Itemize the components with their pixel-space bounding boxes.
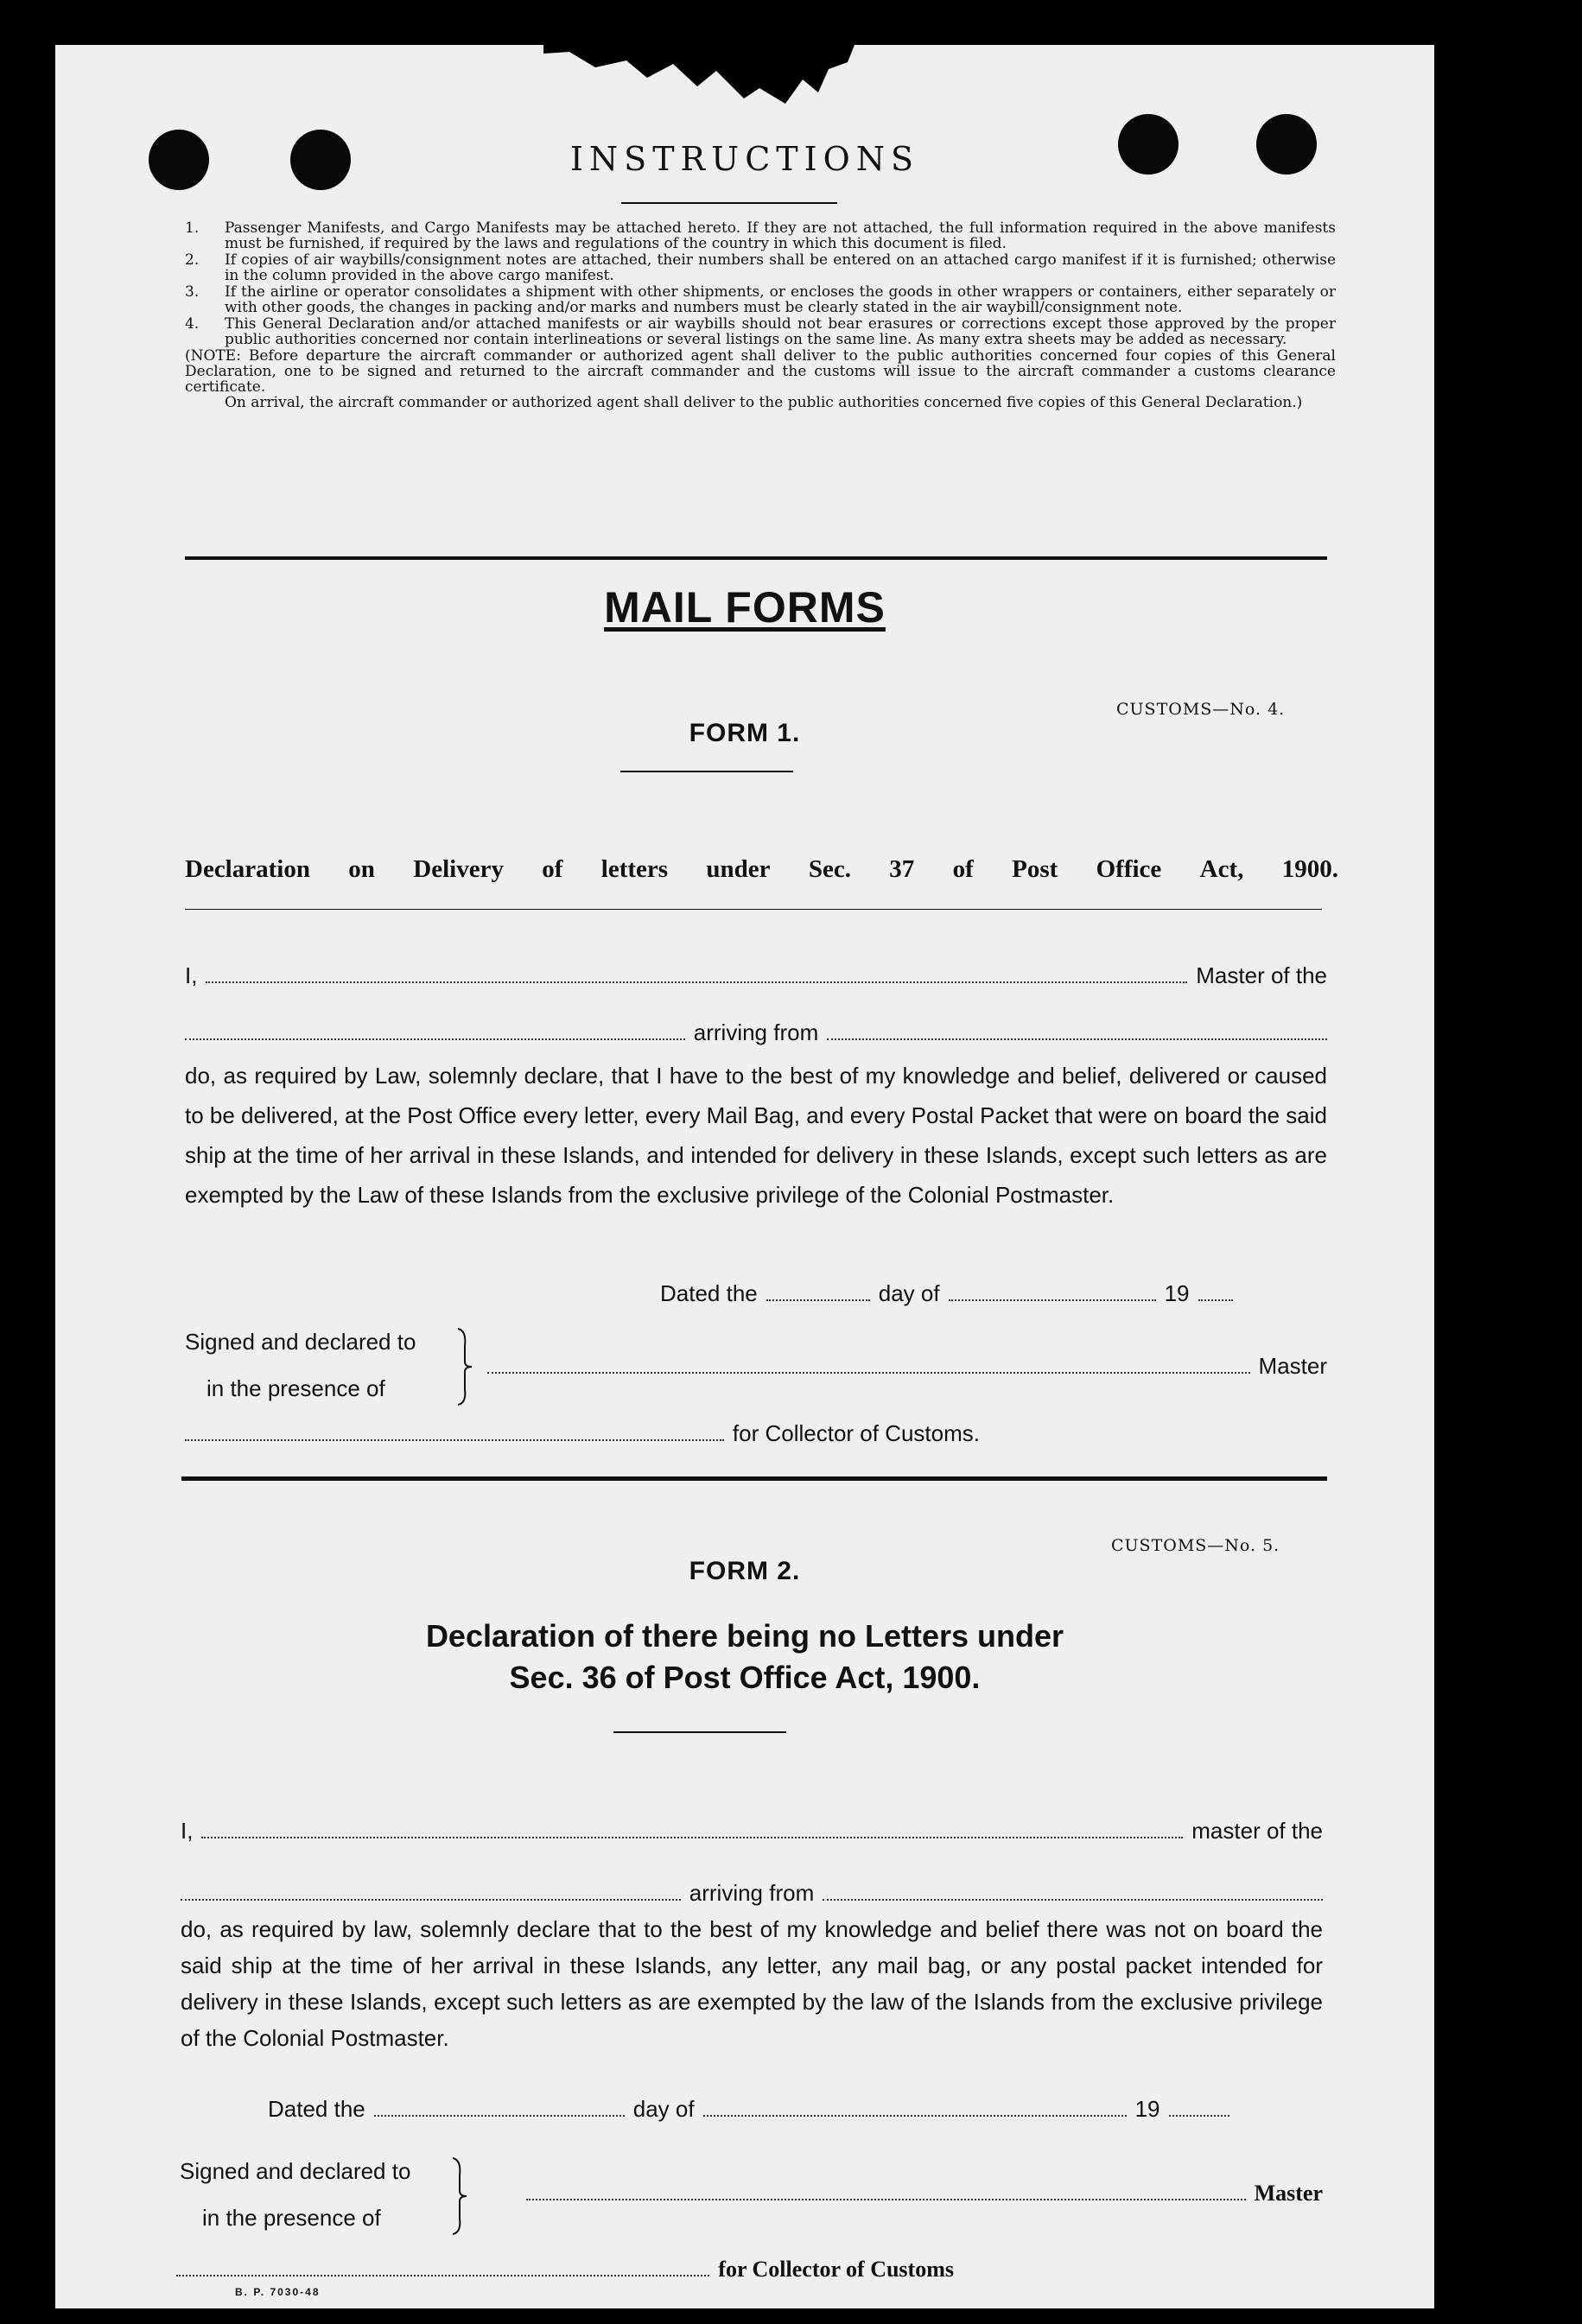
form1-body: do, as required by Law, solemnly declare, that I have to the best of my knowledge and belief, delivered or caused to be delivered, at the Post Office every letter, every Mail Bag, and every Postal Packet that were on board the said ship at the time of her arrival in these Islands, and intended for delivery in these Islands, except such letters as are exempted by the Law of these Islands from the exclusive privilege of the Colonial Postmaster. [185, 1063, 1327, 1208]
form1-collector-signature-field[interactable] [185, 1439, 724, 1441]
form2-declaration-line-1: Declaration of there being no Letters under [425, 1618, 1064, 1654]
form1-master-signature-field[interactable] [487, 1372, 1250, 1374]
form2-brace [449, 2156, 470, 2236]
form2-master-signature-field[interactable] [526, 2199, 1246, 2200]
instruction-item: 3. If the airline or operator consolidates a shipment with other shipments, or encloses the goods in other wrappers or containers, either separately or with other goods, the changes in packing and/or marks and numbers must be clearly stated in the air waybill/consignment note. [185, 283, 1336, 316]
form2-customs-ref: CUSTOMS—No. 5. [1111, 1536, 1280, 1555]
instruction-item: 4. This General Declaration and/or attached manifests or air waybills should not bear erasures or corrections except those approved by the proper public authorities concerned nor contain interlineations or several listings on the same line. As many extra sheets may be added as necessary. [185, 315, 1336, 348]
form2-declaration-line-2: Sec. 36 of Post Office Act, 1900. [509, 1660, 981, 1695]
form1-collector-line: for Collector of Customs. [185, 1420, 980, 1447]
form2-vessel-line: arriving from [181, 1880, 1323, 1907]
form1-vessel-line: arriving from [185, 1019, 1327, 1046]
instruction-item: 1. Passenger Manifests, and Cargo Manifests may be attached hereto. If they are not attached, the full information required in the above manifests must be furnished, if required by the laws and regulations of the country in which this document is filed. [185, 219, 1336, 252]
form1-name-line: I, Master of the [185, 962, 1327, 988]
form2-title-rule [613, 1731, 786, 1733]
form1-master-line: Master [487, 1353, 1327, 1380]
form1-brace [454, 1327, 475, 1406]
form1-customs-ref: CUSTOMS—No. 4. [1116, 700, 1286, 719]
form2-origin-field[interactable] [823, 1899, 1323, 1901]
form1-title-rule [620, 771, 793, 772]
form2-name-field[interactable] [201, 1837, 1183, 1838]
form1-month-field[interactable] [949, 1299, 1156, 1301]
instructions-rule [621, 202, 837, 204]
form2-collector-line: for Collector of Customs [176, 2257, 954, 2283]
footer-print-code: B. P. 7030-48 [235, 2286, 321, 2298]
form1-signed-label-2: in the presence of [206, 1375, 385, 1401]
form2-vessel-field[interactable] [181, 1899, 681, 1901]
form2-day-field[interactable] [374, 2115, 625, 2117]
form1-year-field[interactable] [1198, 1299, 1233, 1301]
instructions-list [185, 220, 1336, 410]
instruction-note-departure: (NOTE: Before departure the aircraft commander or authorized agent shall deliver to the public authorities concerned four copies of this General Declaration, one to be signed and returned to the aircraft commander and the customs will issue to the aircraft commander a customs clearance certificate. [185, 347, 1336, 396]
section-divider [185, 556, 1327, 560]
form2-year-field[interactable] [1169, 2115, 1229, 2117]
form1-signed-label-1: Signed and declared to [185, 1329, 416, 1355]
form2-month-field[interactable] [703, 2115, 1127, 2117]
form1-name-field[interactable] [206, 981, 1187, 983]
form1-title: FORM 1. [689, 719, 801, 747]
instruction-note-arrival: On arrival, the aircraft commander or authorized agent shall deliver to the public authorities concerned five copies of this General Declaration.) [225, 394, 1303, 411]
form2-signed-label-2: in the presence of [202, 2205, 381, 2231]
form-divider [181, 1476, 1327, 1481]
form2-title: FORM 2. [689, 1557, 801, 1585]
document-page [55, 45, 1434, 2308]
form1-vessel-field[interactable] [185, 1038, 685, 1040]
form2-name-line: I, master of the [181, 1818, 1323, 1844]
form1-date-line: Dated the day of 19 [660, 1280, 1327, 1307]
form1-day-field[interactable] [766, 1299, 870, 1301]
form2-body: do, as required by law, solemnly declare that to the best of my knowledge and belief there was not on board the said ship at the time of her arrival in these Islands, any letter, any mail bag, or any postal packet intended for delivery in these Islands, except such letters as are exempted by the law of the Islands from the exclusive privilege of the Colonial Postmaster. [181, 1916, 1323, 2051]
form2-collector-signature-field[interactable] [176, 2275, 709, 2276]
form2-signed-label-1: Signed and declared to [180, 2158, 411, 2184]
form1-heading-rule [185, 909, 1322, 910]
instruction-item: 2. If copies of air waybills/consignment notes are attached, their numbers shall be entered on an attached cargo manifest if it is furnished; otherwise in the column provided in the above cargo manifest. [185, 251, 1336, 284]
form2-date-line: Dated the day of 19 [268, 2096, 1322, 2123]
instructions-title: INSTRUCTIONS [569, 140, 920, 178]
form1-origin-field[interactable] [827, 1038, 1327, 1040]
form2-master-line: Master [526, 2181, 1323, 2207]
form1-declaration-heading: Declaration on Delivery of letters under Sec. 37 of Post Office Act, 1900. [185, 855, 1338, 883]
torn-edge-mark [543, 45, 855, 105]
mail-forms-title: MAIL FORMS [604, 583, 886, 632]
